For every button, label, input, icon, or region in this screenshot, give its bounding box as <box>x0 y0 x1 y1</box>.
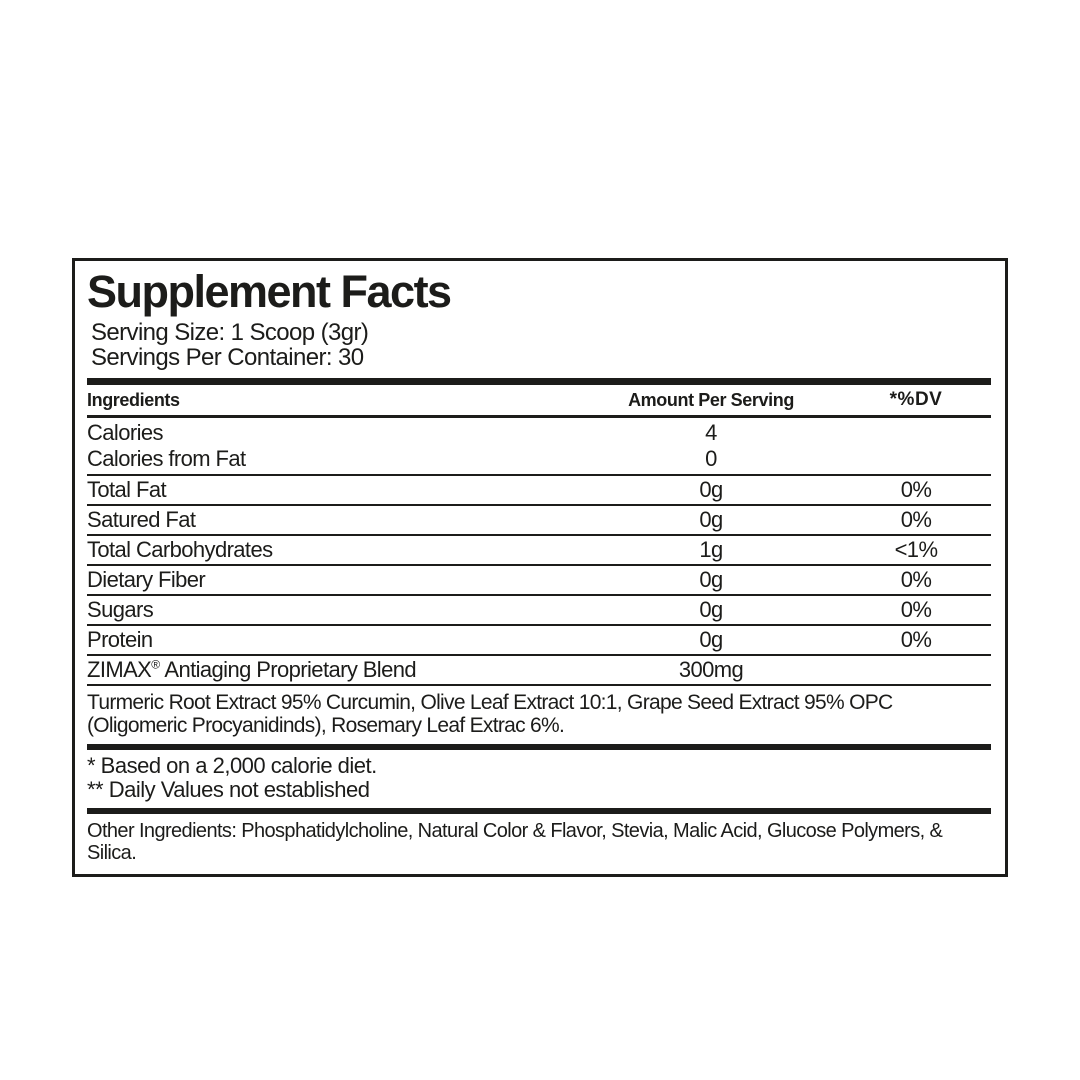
table-header-row <box>87 385 991 418</box>
table-row <box>87 566 991 596</box>
nutrient-dv: 0% <box>900 567 932 593</box>
nutrient-dv: <1% <box>894 537 938 563</box>
nutrient-amount: 0 <box>705 446 717 472</box>
nutrient-name: Sugars <box>87 597 154 623</box>
nutrient-name: Total Carbohydrates <box>87 537 273 563</box>
nutrient-amount: 0g <box>699 477 723 503</box>
nutrient-amount: 4 <box>705 420 717 446</box>
footnote-calorie-diet: * Based on a 2,000 calorie diet. <box>87 753 377 779</box>
registered-trademark-symbol: ® <box>151 657 161 672</box>
servings-per-container: Servings Per Container: 30 <box>91 343 364 371</box>
table-row <box>87 506 991 536</box>
table-row <box>87 476 991 506</box>
table-row <box>87 536 991 566</box>
nutrient-dv: 0% <box>900 597 932 623</box>
table-row <box>87 596 991 626</box>
nutrient-amount: 0g <box>699 627 723 653</box>
blend-name: ZIMAX® Antiaging Proprietary Blend <box>87 657 417 683</box>
nutrient-amount: 0g <box>699 597 723 623</box>
serving-info <box>87 320 991 370</box>
nutrient-amount: 300mg <box>678 657 744 683</box>
table-row-proprietary-blend <box>87 656 991 686</box>
table-row <box>87 420 991 446</box>
other-ingredients: Other Ingredients: Phosphatidylcholine, Natural Color & Flavor, Stevia, Malic Acid, Glucose Polymers, & Silica. <box>87 820 943 865</box>
supplement-facts-panel <box>72 258 1008 877</box>
nutrient-amount: 0g <box>699 567 723 593</box>
nutrient-name: Calories <box>87 420 163 446</box>
footnote-daily-values: ** Daily Values not established <box>87 777 370 803</box>
nutrient-amount: 0g <box>699 507 723 533</box>
nutrient-name: Total Fat <box>87 477 166 503</box>
table-row <box>87 626 991 656</box>
footnotes <box>87 750 991 808</box>
column-header-percent-dv: *%DV <box>889 389 943 411</box>
column-header-amount-per-serving: Amount Per Serving <box>628 389 794 410</box>
nutrient-amount: 1g <box>699 537 723 563</box>
nutrient-name: Satured Fat <box>87 507 196 533</box>
serving-size: Serving Size: 1 Scoop (3gr) <box>91 318 369 346</box>
nutrient-name: Protein <box>87 627 153 653</box>
blend-description: Turmeric Root Extract 95% Curcumin, Olive Leaf Extract 10:1, Grape Seed Extract 95% OPC (Oligomeric Procyanidinds), Rosemary Leaf Extrac 6%. <box>87 691 893 738</box>
panel-title: Supplement Facts <box>87 266 451 317</box>
separator-thick-top <box>87 378 991 385</box>
nutrient-dv: 0% <box>900 627 932 653</box>
nutrient-dv: 0% <box>900 477 932 503</box>
nutrient-name: Calories from Fat <box>87 446 246 472</box>
nutrient-dv: 0% <box>900 507 932 533</box>
column-header-ingredients: Ingredients <box>87 389 180 410</box>
nutrient-name: Dietary Fiber <box>87 567 206 593</box>
table-row <box>87 446 991 472</box>
calories-block <box>87 418 991 476</box>
